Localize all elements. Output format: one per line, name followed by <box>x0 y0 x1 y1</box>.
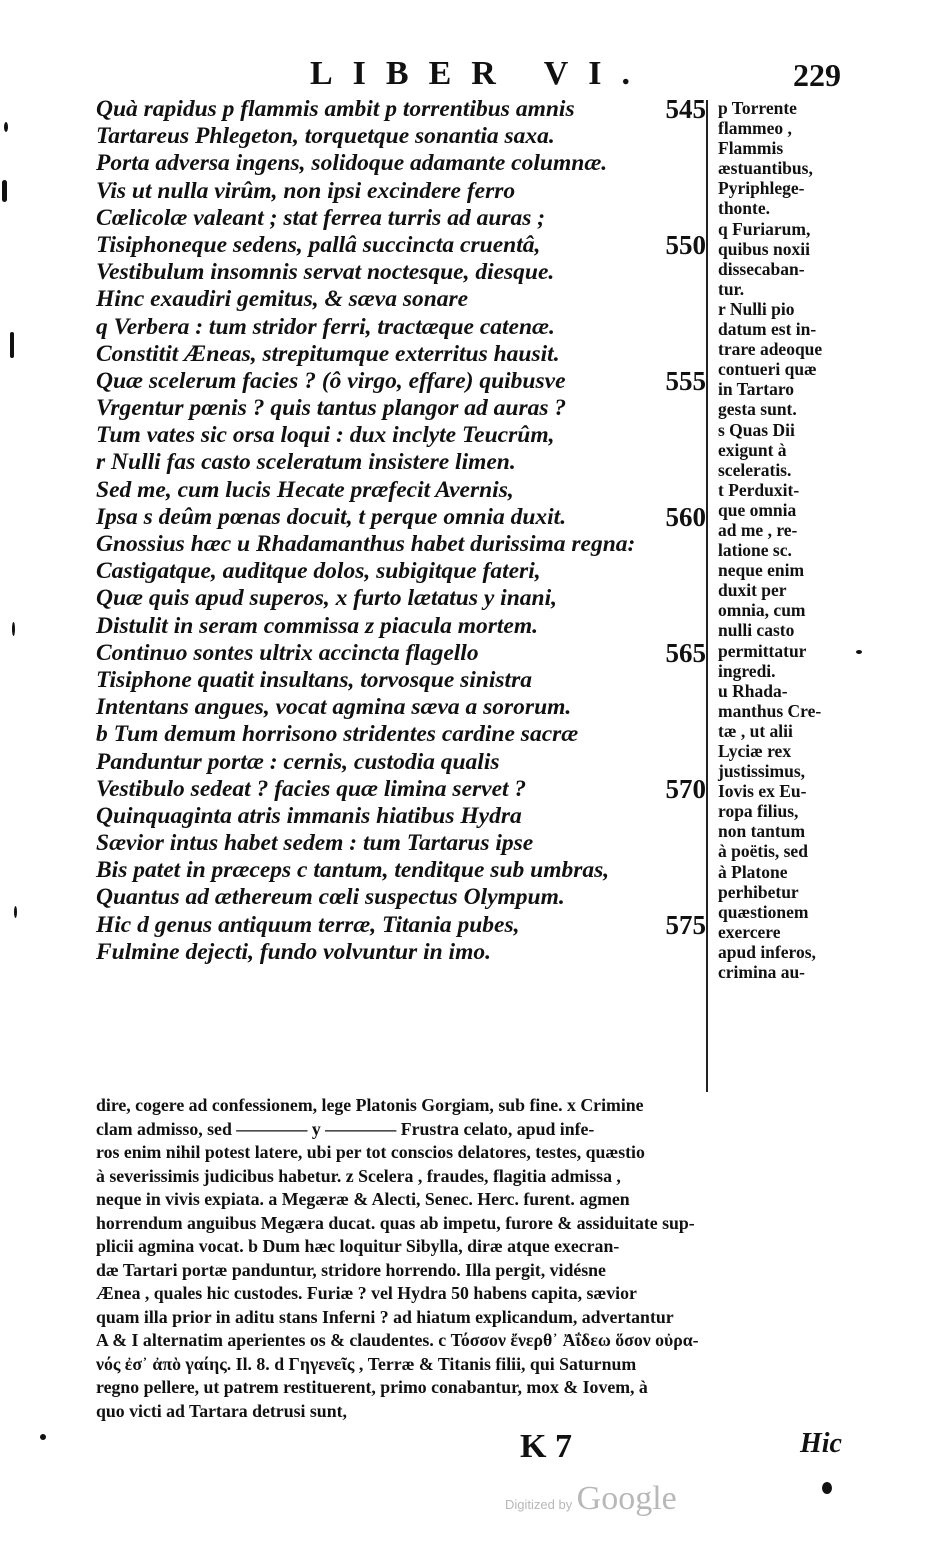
gloss-line: Lyciæ rex <box>718 741 792 761</box>
verse-line <box>96 773 706 804</box>
signature-mark: K 7 <box>520 1428 572 1465</box>
verse-number: 550 <box>665 229 706 260</box>
verse-text: Vis ut nulla virûm, non ipsi excindere ferro <box>96 177 516 204</box>
verse-text: Porta adversa ingens, solidoque adamante columnæ. <box>96 150 608 177</box>
verse-text: Quæ quis apud superos, x furto lætatus y inani, <box>96 585 557 612</box>
gloss-line: perhibetur <box>718 881 799 902</box>
note-line: quam illa prior in aditu stans Inferni ? ad hiatum explicandum, advertantur <box>96 1306 674 1327</box>
verse-line <box>96 178 706 205</box>
margin-glosses <box>718 98 858 982</box>
verse-line <box>96 150 706 177</box>
note-line: dire, cogere ad confessionem, lege Platonis Gorgiam, sub fine. x Crimine <box>96 1095 644 1115</box>
gloss-line: exercere <box>718 921 781 942</box>
verse-line <box>96 422 706 449</box>
note-line: horrendum anguibus Megæra ducat. quas ab impetu, furore & assiduitate sup- <box>96 1212 695 1233</box>
page-number: 229 <box>793 57 841 93</box>
verse-text: Vrgentur pœnis ? quis tantus plangor ad auras ? <box>96 395 567 422</box>
gloss-line: q Furiarum, <box>718 218 811 239</box>
gloss-line: quæstionem <box>718 901 809 922</box>
note-line: regno pellere, ut patrem restituerent, primo conabantur, mox & Iovem, à <box>96 1377 648 1397</box>
gloss-line: r Nulli pio <box>718 298 795 319</box>
gloss-line: thonte. <box>718 198 771 219</box>
gloss-line: nulli casto <box>718 620 795 641</box>
digitized-watermark <box>505 1480 677 1518</box>
verse-text: Quæ scelerum facies ? (ô virgo, effare) quibusve <box>96 367 566 394</box>
verse-line <box>96 857 706 884</box>
gloss-line: à poëtis, sed <box>718 841 808 862</box>
verse-line <box>96 909 706 940</box>
gloss-line: à Platone <box>718 861 788 882</box>
gloss-line: justissimus, <box>718 761 806 782</box>
note-line: dæ Tartari portæ panduntur, stridore horrendo. Illa pergit, vidésne <box>96 1259 606 1280</box>
verse-text: Tisiphone quatit insultans, torvosque sinistra <box>96 666 532 693</box>
verse-line <box>96 229 706 260</box>
verse-text: Constitit Æneas, strepitumque exterritus hausit. <box>96 340 560 367</box>
gloss-line: apud inferos, <box>718 941 816 962</box>
gloss-line: contueri quæ <box>718 359 817 380</box>
verse-line <box>96 830 706 857</box>
verse-text: b Tum demum horrisono stridentes cardine sacræ <box>96 721 579 748</box>
gloss-line: tur. <box>718 278 745 299</box>
running-header <box>0 55 942 95</box>
gloss-line: t Perduxit- <box>718 479 800 500</box>
verse-line <box>96 531 706 558</box>
gloss-line: crimina au- <box>718 962 806 983</box>
gloss-line: permittatur <box>718 640 807 661</box>
gloss-line: non tantum <box>718 821 806 842</box>
note-line: quo victi ad Tartara detrusi sunt, <box>96 1400 347 1421</box>
verse-block <box>96 96 706 966</box>
gloss-line: tæ , ut alii <box>718 720 793 741</box>
digitized-brand: Google <box>576 1480 677 1517</box>
note-line: clam admisso, sed ———— y ———— Frustra celato, apud infe- <box>96 1118 595 1139</box>
verse-text: Hic d genus antiquum terræ, Titania pubes, <box>96 911 520 938</box>
verse-text: Vestibulum insomnis servat noctesque, diesque. <box>96 259 555 286</box>
verse-text: Tum vates sic orsa loqui : dux inclyte Teucrûm, <box>96 422 555 449</box>
gloss-line: Pyriphlege- <box>718 178 805 199</box>
verse-text: Castigatque, auditque dolos, subigitque fateri, <box>96 558 541 585</box>
gloss-line: latione sc. <box>718 540 792 561</box>
gloss-line: gesta sunt. <box>718 399 797 420</box>
verse-line <box>96 749 706 776</box>
verse-number: 555 <box>665 365 706 396</box>
note-line: plicii agmina vocat. b Dum hæc loquitur Sibylla, diræ atque execran- <box>96 1236 620 1256</box>
gloss-line: omnia, cum <box>718 600 806 621</box>
verse-text: Fulmine dejecti, fundo volvuntur in imo. <box>96 938 491 965</box>
scan-speck <box>10 332 14 358</box>
verse-line <box>96 667 706 694</box>
scan-speck <box>40 1434 46 1440</box>
scan-speck <box>4 122 8 132</box>
verse-line <box>96 884 706 911</box>
verse-text: Cœlicolæ valeant ; stat ferrea turris ad auras ; <box>96 204 546 231</box>
gloss-line: ingredi. <box>718 660 776 681</box>
verse-line <box>96 501 706 532</box>
catchword: Hic <box>800 1428 842 1459</box>
verse-line <box>96 286 706 313</box>
gloss-line: æstuantibus, <box>718 158 813 179</box>
note-line: neque in vivis expiata. a Megæræ & Alecti, Senec. Herc. furent. agmen <box>96 1189 630 1209</box>
verse-text: r Nulli fas casto sceleratum insistere limen. <box>96 449 516 476</box>
verse-line <box>96 341 706 368</box>
gloss-line: neque enim <box>718 560 805 581</box>
verse-line <box>96 477 706 504</box>
note-line: à severissimis judicibus habetur. z Scelera , fraudes, flagitia admissa , <box>96 1165 621 1186</box>
verse-line <box>96 694 706 721</box>
verse-text: Gnossius hæc u Rhadamanthus habet durissima regna: <box>96 531 636 557</box>
verse-text: Intentans angues, vocat agmina sæva a sororum. <box>96 694 572 721</box>
gloss-line: flammeo , <box>718 118 792 139</box>
verse-number: 545 <box>665 94 706 124</box>
verse-line <box>96 96 706 123</box>
verse-text: q Verbera : tum stridor ferri, tractæque catenæ. <box>96 313 555 340</box>
gloss-line: in Tartaro <box>718 379 795 400</box>
verse-line <box>96 803 706 830</box>
gloss-line: manthus Cre- <box>718 700 822 721</box>
verse-line <box>96 449 706 476</box>
verse-text: Continuo sontes ultrix accincta flagello <box>96 639 479 666</box>
verse-text: Tartareus Phlegeton, torquetque sonantia saxa. <box>96 123 555 150</box>
verse-line <box>96 365 706 396</box>
gloss-line: u Rhada- <box>718 680 788 701</box>
gloss-line: que omnia <box>718 499 797 520</box>
scan-speck <box>14 906 17 918</box>
verse-line <box>96 585 706 612</box>
verse-number: 570 <box>665 773 706 804</box>
verse-number: 565 <box>665 637 706 668</box>
verse-text: Sævior intus habet sedem : tum Tartarus ipse <box>96 830 534 857</box>
verse-text: Tisiphoneque sedens, pallâ succincta cruentâ, <box>96 231 541 258</box>
verse-line <box>96 613 706 640</box>
column-rule <box>706 100 708 1092</box>
note-line: A & I alternatim aperientes os & claudentes. c Τόσσον ἔνερθ᾽ Ἀΐδεω ὅσον οὐρα- <box>96 1330 699 1350</box>
gloss-line: dissecaban- <box>718 258 805 279</box>
verse-line <box>96 939 706 966</box>
gloss-line: duxit per <box>718 580 787 601</box>
gloss-line: quibus noxii <box>718 238 810 259</box>
verse-line <box>96 123 706 150</box>
verse-text: Panduntur portæ : cernis, custodia qualis <box>96 748 500 775</box>
verse-text: Sed me, cum lucis Hecate præfecit Avernis, <box>96 476 514 503</box>
gloss-line: trare adeoque <box>718 339 823 360</box>
verse-text: Vestibulo sedeat ? facies quæ limina servet ? <box>96 775 527 802</box>
verse-text: Distulit in seram commissa z piacula mortem. <box>96 612 538 639</box>
verse-line <box>96 637 706 668</box>
note-line: ros enim nihil potest latere, ubi per tot conscios delatores, testes, quæstio <box>96 1142 645 1162</box>
verse-line <box>96 205 706 232</box>
verse-number: 560 <box>665 501 706 532</box>
verse-line <box>96 395 706 422</box>
footnotes <box>96 1094 852 1423</box>
verse-text: Quantus ad æthereum cœli suspectus Olympum. <box>96 884 565 911</box>
gloss-line: p Torrente <box>718 98 797 118</box>
verse-line <box>96 314 706 341</box>
verse-line <box>96 558 706 585</box>
verse-text: Hinc exaudiri gemitus, & sæva sonare <box>96 286 469 313</box>
gloss-line: exigunt à <box>718 439 787 460</box>
note-line: Ænea , quales hic custodes. Furiæ ? vel Hydra 50 habens capita, sævior <box>96 1283 637 1303</box>
gloss-line: sceleratis. <box>718 459 792 480</box>
gloss-line: Flammis <box>718 138 784 159</box>
scan-speck <box>2 180 7 202</box>
scan-speck <box>856 650 862 654</box>
verse-line <box>96 721 706 748</box>
verse-text: Ipsa s deûm pœnas docuit, t perque omnia duxit. <box>96 503 567 530</box>
verse-line <box>96 259 706 286</box>
verse-number: 575 <box>665 909 706 940</box>
verse-text: Quà rapidus p flammis ambit p torrentibus amnis <box>96 96 575 122</box>
scan-speck <box>12 622 15 636</box>
gloss-line: ad me , re- <box>718 519 798 540</box>
gloss-line: ropa filius, <box>718 801 799 822</box>
gloss-line: s Quas Dii <box>718 419 795 440</box>
gloss-line: Iovis ex Eu- <box>718 781 807 802</box>
scan-speck <box>822 1482 832 1494</box>
gloss-line: datum est in- <box>718 319 817 340</box>
verse-text: Quinquaginta atris immanis hiatibus Hydra <box>96 802 522 829</box>
running-title: LIBER VI. <box>310 55 650 92</box>
note-line: νός ἐσ᾽ ἀπὸ γαίης. Il. 8. d Γηγενεῖς , Terræ & Titanis filii, qui Saturnum <box>96 1353 637 1374</box>
digitized-label: Digitized by <box>505 1497 573 1512</box>
verse-text: Bis patet in præceps c tantum, tenditque sub umbras, <box>96 857 610 884</box>
